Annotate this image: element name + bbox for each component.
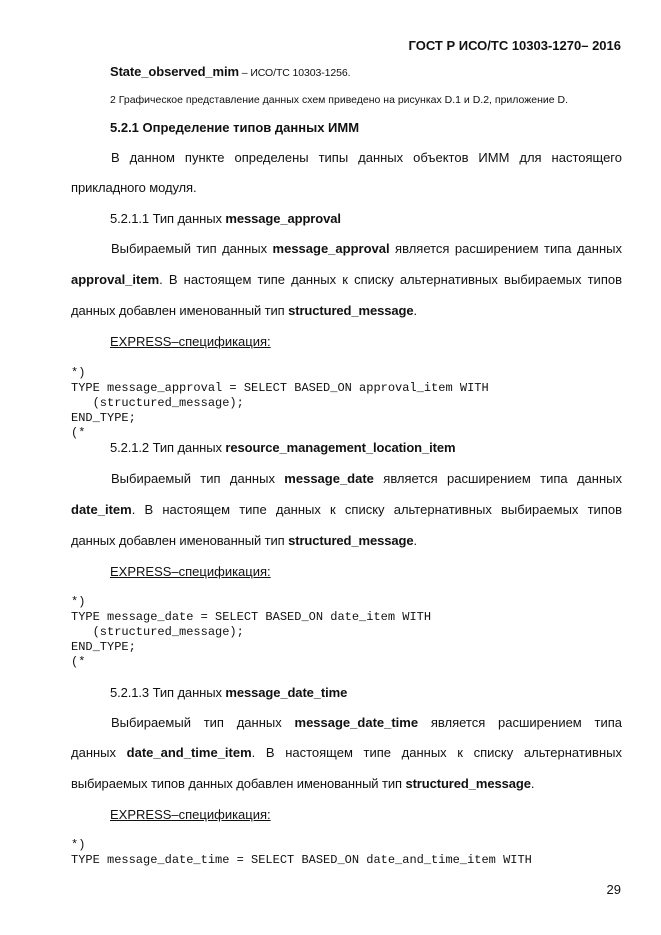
section-para-line1: В данном пункте определены типы данных объектов ИММ для настоящего	[111, 150, 622, 165]
section-para-line2: прикладного модуля.	[71, 180, 197, 195]
paragraph-line	[71, 745, 622, 763]
subsection-heading-name: message_approval	[225, 211, 341, 226]
subsection-heading	[110, 440, 455, 455]
state-observed-line	[110, 64, 350, 79]
subsection-heading	[110, 211, 341, 226]
page-header: ГОСТ Р ИСО/ТС 10303-1270– 2016	[408, 38, 621, 53]
text-span: является расширением типа данных	[389, 241, 622, 256]
bold-term: message_approval	[272, 241, 390, 256]
paragraph-line	[71, 533, 417, 548]
text-span: данных	[71, 745, 127, 760]
state-observed-ref: – ИСО/ТС 10303-1256.	[238, 67, 351, 79]
subsection-heading-prefix: 5.2.1.2 Тип данных	[110, 440, 226, 455]
text-span: .	[413, 303, 417, 318]
bold-term: approval_item	[71, 272, 160, 287]
text-span: Выбираемый тип данных	[111, 241, 273, 256]
paragraph-line	[111, 241, 622, 259]
express-code-block: *) TYPE message_date_time = SELECT BASED_ON date_and_time_item WITH	[71, 838, 532, 867]
text-span: является расширением типа	[418, 715, 622, 730]
bold-term: structured_message	[405, 776, 531, 791]
text-span: Выбираемый тип данных	[111, 715, 295, 730]
subsection-heading-name: message_date_time	[225, 685, 348, 700]
bold-term: message_date_time	[294, 715, 419, 730]
text-span: .	[413, 533, 417, 548]
subsection-heading	[110, 685, 347, 700]
paragraph-line	[111, 715, 622, 733]
text-span: Выбираемый тип данных	[111, 471, 285, 486]
text-span: выбираемых типов данных добавлен именованный тип	[71, 776, 406, 791]
paragraph-line	[111, 471, 622, 489]
note-2: 2 Графическое представление данных схем приведено на рисунках D.1 и D.2, приложение D.	[110, 94, 569, 106]
paragraph-line	[71, 502, 622, 520]
express-spec-label: EXPRESS–спецификация:	[110, 334, 271, 349]
subsection-heading-prefix: 5.2.1.3 Тип данных	[110, 685, 226, 700]
text-span: данных добавлен именованный тип	[71, 303, 289, 318]
paragraph-line	[71, 776, 534, 791]
express-spec-label: EXPRESS–спецификация:	[110, 807, 271, 822]
express-code-block: *) TYPE message_date = SELECT BASED_ON date_item WITH (structured_message); END_TYPE; (*	[71, 595, 432, 669]
text-span: данных добавлен именованный тип	[71, 533, 289, 548]
text-span: является расширением типа данных	[373, 471, 622, 486]
bold-term: message_date	[284, 471, 374, 486]
paragraph-line	[71, 303, 417, 318]
section-title: 5.2.1 Определение типов данных ИММ	[110, 120, 360, 135]
text-span: . В настоящем типе данных к списку альтернативных выбираемых типов	[131, 502, 622, 517]
text-span: .	[530, 776, 535, 791]
bold-term: date_item	[71, 502, 132, 517]
express-spec-label: EXPRESS–спецификация:	[110, 564, 271, 579]
bold-term: structured_message	[288, 303, 414, 318]
paragraph-line	[71, 272, 622, 290]
subsection-heading-name: resource_management_location_item	[225, 440, 456, 455]
state-observed-term: State_observed_mim	[110, 64, 239, 79]
text-span: . В настоящем типе данных к списку альтернативных выбираемых типов	[159, 272, 622, 287]
page-number: 29	[606, 882, 621, 897]
bold-term: structured_message	[288, 533, 414, 548]
express-code-block: *) TYPE message_approval = SELECT BASED_ON approval_item WITH (structured_message); END_TYPE; (*	[71, 366, 489, 440]
bold-term: date_and_time_item	[126, 745, 252, 760]
text-span: . В настоящем типе данных к списку альтернативных	[251, 745, 622, 760]
subsection-heading-prefix: 5.2.1.1 Тип данных	[110, 211, 226, 226]
